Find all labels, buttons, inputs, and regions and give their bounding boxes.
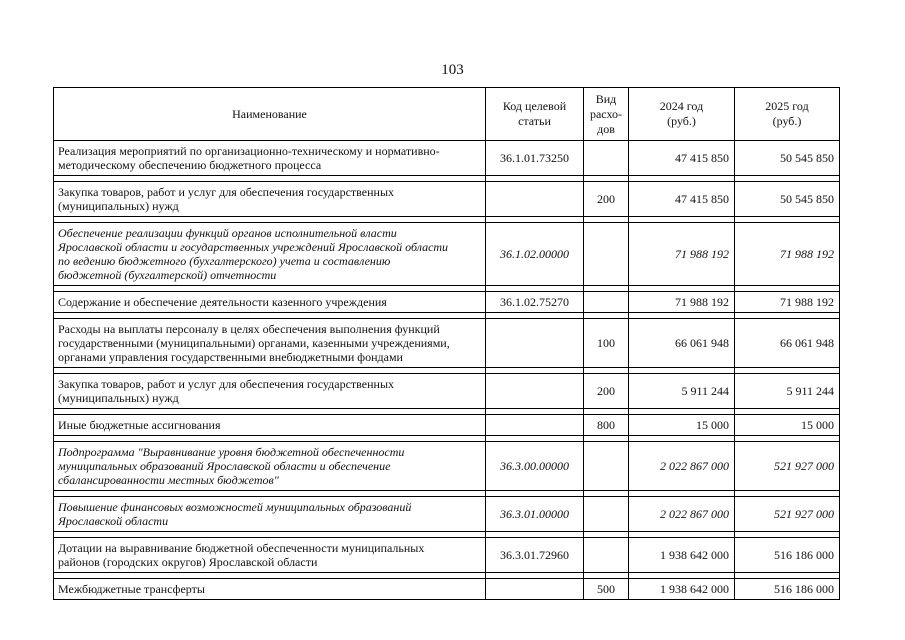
row-vid: 500 [584,579,629,600]
table-row [54,182,840,217]
table-row [54,415,840,436]
row-vid [584,442,629,491]
row-2025: 5 911 244 [735,374,840,409]
table-header-row [54,88,840,141]
row-code: 36.1.02.00000 [486,223,584,286]
row-2024: 1 938 642 000 [629,538,735,573]
row-code [486,319,584,368]
row-2024: 5 911 244 [629,374,735,409]
row-vid [584,141,629,176]
table-row [54,374,840,409]
header-2025: 2025 год (руб.) [735,88,840,141]
row-name: Реализация мероприятий по организационно-техническому и нормативно- методическому обеспечению бюджетного процесса [54,141,486,176]
row-2024: 47 415 850 [629,182,735,217]
row-2025: 50 545 850 [735,182,840,217]
row-2025: 71 988 192 [735,292,840,313]
table-row [54,319,840,368]
row-name: Обеспечение реализации функций органов исполнительной власти Ярославской области и государственных учреждений Ярославской области по ведению бюджетного (бухгалтерского) учета и составлению бюджетной (бухгалтерской) отчетности [54,223,486,286]
row-code: 36.3.01.72960 [486,538,584,573]
row-2025: 521 927 000 [735,497,840,532]
row-code: 36.1.01.73250 [486,141,584,176]
row-code [486,415,584,436]
row-vid: 200 [584,182,629,217]
row-name: Повышение финансовых возможностей муниципальных образований Ярославской области [54,497,486,532]
row-2024: 15 000 [629,415,735,436]
header-vid: Вид расхо- дов [584,88,629,141]
row-2025: 66 061 948 [735,319,840,368]
table-row [54,579,840,600]
row-name: Закупка товаров, работ и услуг для обеспечения государственных (муниципальных) нужд [54,182,486,217]
table-row [54,141,840,176]
row-2025: 15 000 [735,415,840,436]
row-code: 36.3.01.00000 [486,497,584,532]
row-code: 36.3.00.00000 [486,442,584,491]
row-name: Содержание и обеспечение деятельности казенного учреждения [54,292,486,313]
row-2024: 2 022 867 000 [629,497,735,532]
table-row [54,442,840,491]
table-body [54,141,840,600]
row-2024: 1 938 642 000 [629,579,735,600]
row-vid [584,497,629,532]
row-name: Межбюджетные трансферты [54,579,486,600]
row-2025: 516 186 000 [735,538,840,573]
row-code [486,579,584,600]
row-vid: 800 [584,415,629,436]
row-name: Расходы на выплаты персоналу в целях обеспечения выполнения функций государственными (муниципальными) органами, казенными учреждениями, органами управления государственными внебюджетными фондами [54,319,486,368]
table-row [54,538,840,573]
row-2024: 66 061 948 [629,319,735,368]
row-2024: 2 022 867 000 [629,442,735,491]
table-row [54,292,840,313]
row-name: Иные бюджетные ассигнования [54,415,486,436]
row-name: Закупка товаров, работ и услуг для обеспечения государственных (муниципальных) нужд [54,374,486,409]
row-name: Дотации на выравнивание бюджетной обеспеченности муниципальных районов (городских округов) Ярославской области [54,538,486,573]
row-2025: 521 927 000 [735,442,840,491]
row-code: 36.1.02.75270 [486,292,584,313]
row-vid [584,292,629,313]
header-2024: 2024 год (руб.) [629,88,735,141]
row-code [486,182,584,217]
row-2025: 516 186 000 [735,579,840,600]
row-vid [584,538,629,573]
row-vid: 200 [584,374,629,409]
row-2024: 71 988 192 [629,292,735,313]
row-code [486,374,584,409]
row-name: Подпрограмма "Выравнивание уровня бюджетной обеспеченности муниципальных образований Ярославской области и обеспечение сбалансированности местных бюджетов" [54,442,486,491]
row-2024: 47 415 850 [629,141,735,176]
header-code: Код целевой статьи [486,88,584,141]
header-name: Наименование [54,88,486,141]
row-vid [584,223,629,286]
table-row [54,223,840,286]
row-vid: 100 [584,319,629,368]
row-2025: 71 988 192 [735,223,840,286]
budget-table [53,87,840,600]
table-row [54,497,840,532]
row-2024: 71 988 192 [629,223,735,286]
page-number: 103 [441,62,464,78]
row-2025: 50 545 850 [735,141,840,176]
